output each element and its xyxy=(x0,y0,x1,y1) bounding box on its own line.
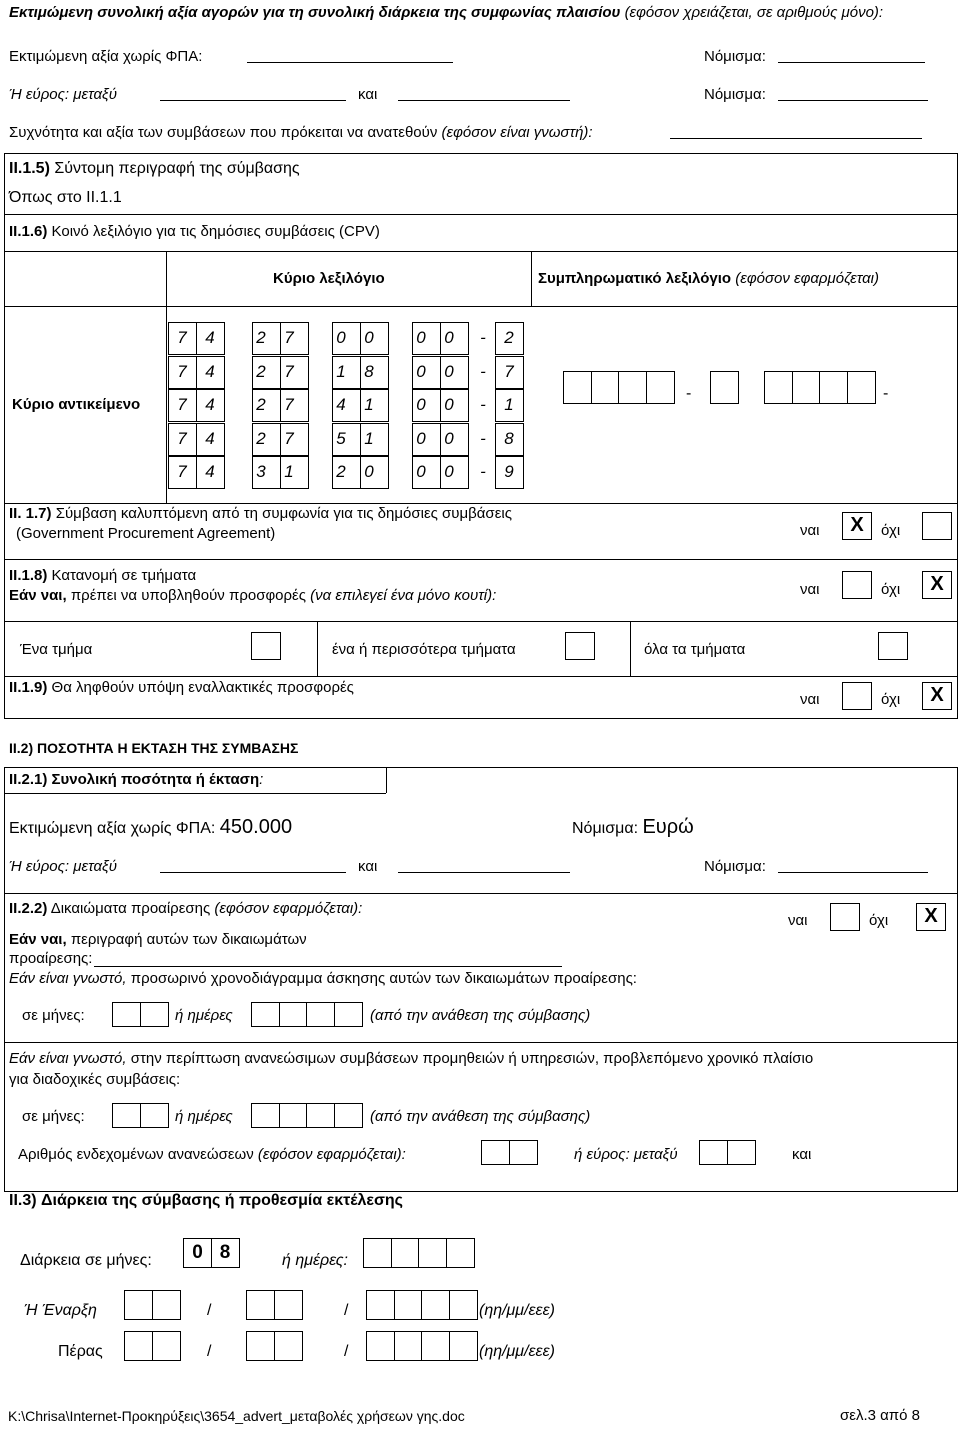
ii22-renewal-months-label: σε μήνες: xyxy=(22,1108,85,1125)
ii118-yes-label: ναι xyxy=(800,581,820,598)
ii22-schedule-text: προσωρινό χρονοδιάγραμμα άσκησης αυτών των δικαιωμάτων προαίρεσης: xyxy=(130,970,637,987)
ii118-option-one-or-more-checkbox[interactable] xyxy=(565,632,595,660)
ii119-no-checkbox[interactable]: Χ xyxy=(922,682,952,710)
ii3-number: ΙΙ.3) xyxy=(9,1192,37,1209)
ii116-number: ΙΙ.1.6) xyxy=(9,223,48,240)
cpv-digit: 8 xyxy=(364,361,374,381)
divider xyxy=(196,423,197,456)
ii22-options-text: περιγραφή αυτών των δικαιωμάτων xyxy=(70,931,307,948)
divider xyxy=(196,456,197,489)
divider xyxy=(386,767,387,793)
ii3-end-month-boxes[interactable] xyxy=(246,1331,303,1361)
cpv-check-digit: 2 xyxy=(504,328,514,347)
ii3-start-slash-2: / xyxy=(344,1302,349,1319)
ii22-renewal-italic: Εάν είναι γνωστό, xyxy=(9,1050,127,1067)
ii118-option-one-or-more: ένα ή περισσότερα τμήματα xyxy=(332,641,516,658)
ii115-number: ΙΙ.1.5) xyxy=(9,160,50,177)
cpv-digit: 7 xyxy=(284,361,294,381)
cpv-main-object-label: Κύριο αντικείμενο xyxy=(12,396,141,413)
ii118-instruction-text: πρέπει να υποβληθούν προσφορές xyxy=(70,587,306,604)
cpv-check-digit: 7 xyxy=(504,361,514,381)
ii118-instruction-italic: (να επιλεγεί ένα μόνο κουτί): xyxy=(310,587,497,604)
ii118-instruction xyxy=(9,587,496,604)
cpv-digit: 2 xyxy=(336,462,346,481)
ii22-renewal-days-boxes[interactable] xyxy=(251,1103,363,1128)
ii3-end-slash-1: / xyxy=(207,1343,212,1360)
ii21-currency-label: Νόμισμα: xyxy=(572,820,639,837)
ii21-colon: : xyxy=(259,771,264,788)
cpv-digit: 4 xyxy=(205,361,215,381)
cpv-digit: 0 xyxy=(336,328,346,347)
ii119-yes-checkbox[interactable] xyxy=(842,682,872,710)
frequency-field[interactable] xyxy=(670,138,922,139)
ii21-and-label: και xyxy=(358,858,378,875)
cpv-digit: 4 xyxy=(205,328,215,347)
divider xyxy=(440,389,441,422)
ii22-number: ΙΙ.2.2) xyxy=(9,900,48,917)
ii22-renewals-count xyxy=(18,1146,406,1163)
cpv-digit: 7 xyxy=(284,395,294,414)
ii3-days-label: ή ημέρες: xyxy=(282,1252,348,1269)
ii117-yes-checkbox[interactable]: Χ xyxy=(842,512,872,540)
cpv-dash: - xyxy=(480,428,486,448)
ii3-end-year-boxes[interactable] xyxy=(366,1331,478,1361)
ii119-number: ΙΙ.1.9) xyxy=(9,679,48,696)
ii21-heading xyxy=(9,771,263,788)
ii3-duration-label: Διάρκεια σε μήνες: xyxy=(20,1252,152,1269)
ii22-renewal-line2: για διαδοχικές συμβάσεις: xyxy=(9,1071,181,1088)
cpv-supp-vocab-header xyxy=(538,270,879,287)
cpv-dash: - xyxy=(480,395,486,414)
ii3-start-format: (ηη/μμ/εεε) xyxy=(479,1302,555,1319)
ii21-title: ΙΙ.2.1) Συνολική ποσότητα ή έκταση xyxy=(9,771,260,788)
cpv-digit: 2 xyxy=(256,428,266,448)
divider xyxy=(4,621,958,622)
cpv-digit: 0 xyxy=(416,462,426,481)
ii117-heading xyxy=(9,505,512,522)
estimated-value-field[interactable] xyxy=(247,62,453,63)
cpv-digit: 2 xyxy=(256,395,266,414)
ii115-content: Όπως στο ΙΙ.1.1 xyxy=(9,189,122,206)
cpv-digit: 1 xyxy=(364,428,374,448)
ii3-start-month-boxes[interactable] xyxy=(246,1290,303,1320)
ii22-from-award: (από την ανάθεση της σύμβασης) xyxy=(370,1007,591,1024)
cpv-digit: 4 xyxy=(205,395,215,414)
cpv-supp-vocab-header-bold: Συμπληρωματικό λεξιλόγιο xyxy=(538,270,732,287)
divider xyxy=(440,423,441,456)
cpv-digit: 0 xyxy=(364,328,374,347)
ii22-no-checkbox[interactable]: Χ xyxy=(916,903,946,931)
ii22-renewals-italic: (εφόσον εφαρμόζεται): xyxy=(257,1146,406,1163)
framework-total-title-italic: (εφόσον χρειάζεται, σε αριθμούς μόνο): xyxy=(624,4,884,21)
ii118-no-label: όχι xyxy=(881,581,901,598)
estimated-value-label: Εκτιμώμενη αξία χωρίς ΦΠΑ: xyxy=(9,48,203,65)
ii22-renewals-range-label: ή εύρος: μεταξύ xyxy=(574,1146,678,1163)
ii118-number: ΙΙ.1.8) xyxy=(9,567,48,584)
ii22-days-boxes[interactable] xyxy=(251,1002,363,1027)
divider xyxy=(4,214,958,215)
range-to-field[interactable] xyxy=(398,100,570,101)
divider xyxy=(196,356,197,389)
frequency-label-text: Συχνότητα και αξία των συμβάσεων που πρόκειται να ανατεθούν xyxy=(9,124,438,141)
ii22-title: Δικαιώματα προαίρεσης xyxy=(50,900,211,917)
cpv-supp-vocab-header-italic: (εφόσον εφαρμόζεται) xyxy=(735,270,879,287)
divider xyxy=(360,456,361,489)
divider xyxy=(440,322,441,355)
cpv-digit: 0 xyxy=(364,462,374,481)
range-currency-field[interactable] xyxy=(778,100,928,101)
ii21-value-row xyxy=(9,816,292,839)
ii22-renewal-text: στην περίπτωση ανανεώσιμων συμβάσεων προμηθειών ή υπηρεσιών, προβλεπόμενο χρονικό πλαίσιο xyxy=(130,1050,814,1067)
cpv-supp-dash-1: - xyxy=(686,385,692,402)
ii22-options-field[interactable] xyxy=(94,966,562,967)
cpv-digit: 5 xyxy=(336,428,346,448)
ii118-option-all-lots-checkbox[interactable] xyxy=(878,632,908,660)
cpv-digit: 7 xyxy=(177,395,187,414)
cpv-supp-code-boxes-1[interactable] xyxy=(563,371,675,404)
divider xyxy=(360,389,361,422)
cpv-supp-dash-2: - xyxy=(883,385,889,402)
ii22-schedule-italic: Εάν είναι γνωστό, xyxy=(9,970,127,987)
ii22-options-desc xyxy=(9,931,307,948)
cpv-digit: 0 xyxy=(416,428,426,448)
cpv-digit: 0 xyxy=(416,361,426,381)
ii118-instruction-bold: Εάν ναι, xyxy=(9,587,67,604)
ii3-days-boxes[interactable] xyxy=(363,1238,475,1268)
cpv-supp-code-boxes-2[interactable] xyxy=(764,371,876,404)
cpv-digit: 0 xyxy=(444,462,454,481)
ii119-no-label: όχι xyxy=(881,691,901,708)
ii119-yes-label: ναι xyxy=(800,691,820,708)
ii21-range-from-field[interactable] xyxy=(160,872,346,873)
ii116-heading xyxy=(9,223,380,240)
range-label: Ή εύρος: μεταξύ xyxy=(9,86,117,103)
ii118-yes-checkbox[interactable] xyxy=(842,571,872,599)
divider xyxy=(440,456,441,489)
cpv-check-digit: 8 xyxy=(504,428,514,448)
ii3-duration-boxes[interactable] xyxy=(183,1238,240,1268)
ii118-option-one-lot-checkbox[interactable] xyxy=(251,632,281,660)
cpv-digit: 0 xyxy=(416,395,426,414)
divider xyxy=(4,559,958,560)
divider xyxy=(630,621,631,676)
divider xyxy=(280,423,281,456)
cpv-digit: 0 xyxy=(416,328,426,347)
ii3-heading xyxy=(9,1192,403,1210)
ii22-renewal-days-label: ή ημέρες xyxy=(175,1108,233,1125)
ii118-heading xyxy=(9,567,196,584)
ii118-option-one-lot: Ένα τμήμα xyxy=(20,641,93,658)
ii21-value[interactable]: 450.000 xyxy=(219,816,293,838)
framework-total-title-bold: Εκτιμώμενη συνολική αξία αγορών για τη συνολική διάρκεια της συμφωνίας πλαισίου xyxy=(9,4,621,21)
divider xyxy=(4,251,958,252)
divider xyxy=(4,306,958,307)
cpv-digit: 7 xyxy=(284,328,294,347)
ii3-duration-digit-2[interactable]: 8 xyxy=(211,1238,240,1268)
cpv-dash: - xyxy=(480,328,486,347)
cpv-digit: 0 xyxy=(444,428,454,448)
divider xyxy=(4,676,958,677)
ii22-yes-label: ναι xyxy=(788,912,808,929)
cpv-digit: 7 xyxy=(177,328,187,347)
cpv-column-divider xyxy=(531,251,532,306)
ii3-title: Διάρκεια της σύμβασης ή προθεσμία εκτέλεσης xyxy=(41,1192,403,1209)
divider xyxy=(4,793,386,794)
currency-label: Νόμισμα: xyxy=(704,48,766,65)
ii21-value-label: Εκτιμώμενη αξία χωρίς ΦΠΑ: xyxy=(9,820,216,837)
divider xyxy=(360,356,361,389)
ii22-yes-checkbox[interactable] xyxy=(830,903,860,931)
ii3-start-label: Ή Έναρξη xyxy=(24,1302,97,1319)
cpv-check-digit: 9 xyxy=(504,462,514,481)
divider xyxy=(280,322,281,355)
currency-field[interactable] xyxy=(778,62,925,63)
cpv-digit: 2 xyxy=(256,361,266,381)
cpv-digit: 1 xyxy=(364,395,374,414)
cpv-digit: 7 xyxy=(177,361,187,381)
ii22-options-line2: προαίρεσης: xyxy=(9,950,93,967)
frequency-label-italic: (εφόσον είναι γνωστή): xyxy=(441,124,593,141)
ii117-number: ΙΙ. 1.7) xyxy=(9,505,52,522)
cpv-digit: 4 xyxy=(336,395,346,414)
cpv-digit: 1 xyxy=(336,361,346,381)
ii3-end-format: (ηη/μμ/εεε) xyxy=(479,1343,555,1360)
and-label: και xyxy=(358,86,378,103)
ii21-currency-row xyxy=(572,816,694,839)
ii115-heading xyxy=(9,160,300,178)
divider xyxy=(280,356,281,389)
ii3-start-year-boxes[interactable] xyxy=(366,1290,478,1320)
ii22-days-label: ή ημέρες xyxy=(175,1007,233,1024)
divider xyxy=(196,389,197,422)
cpv-digit: 2 xyxy=(256,328,266,347)
ii118-no-checkbox[interactable]: Χ xyxy=(922,571,952,599)
ii22-renewal-months-boxes[interactable] xyxy=(112,1103,169,1128)
divider xyxy=(360,322,361,355)
cpv-digit: 3 xyxy=(256,462,266,481)
ii117-heading-line2: (Government Procurement Agreement) xyxy=(16,525,276,542)
cpv-dash: - xyxy=(480,361,486,381)
ii2-heading: ΙΙ.2) ΠΟΣΟΤΗΤΑ Η ΕΚΤΑΣΗ ΤΗΣ ΣΥΜΒΑΣΗΣ xyxy=(9,740,299,756)
ii3-start-slash-1: / xyxy=(207,1302,212,1319)
footer-page-number: σελ.3 από 8 xyxy=(840,1407,920,1424)
divider xyxy=(4,1042,958,1043)
cpv-digit: 7 xyxy=(177,428,187,448)
cpv-supp-check-digit-1[interactable] xyxy=(710,371,739,404)
ii118-title: Κατανομή σε τμήματα xyxy=(51,567,197,584)
divider xyxy=(4,153,958,154)
ii119-title: Θα ληφθούν υπόψη εναλλακτικές προσφορές xyxy=(51,679,354,696)
divider xyxy=(280,389,281,422)
cpv-digit: 1 xyxy=(284,462,294,481)
ii117-no-label: όχι xyxy=(881,522,901,539)
divider xyxy=(317,621,318,676)
ii22-no-label: όχι xyxy=(869,912,889,929)
cpv-digit: 4 xyxy=(205,428,215,448)
frequency-label xyxy=(9,124,593,141)
ii21-range-currency-label: Νόμισμα: xyxy=(704,858,766,875)
cpv-digit: 0 xyxy=(444,328,454,347)
range-currency-label: Νόμισμα: xyxy=(704,86,766,103)
ii3-start-day-boxes[interactable] xyxy=(124,1290,181,1320)
ii22-renewal-from-award: (από την ανάθεση της σύμβασης) xyxy=(370,1108,591,1125)
cpv-digit: 7 xyxy=(284,428,294,448)
ii22-months-label: σε μήνες: xyxy=(22,1007,85,1024)
cpv-dash: - xyxy=(480,462,486,481)
divider xyxy=(196,322,197,355)
ii3-end-label: Πέρας xyxy=(58,1343,103,1360)
cpv-digit: 0 xyxy=(444,395,454,414)
ii118-option-all-lots: όλα τα τμήματα xyxy=(644,641,746,658)
divider xyxy=(280,456,281,489)
range-from-field[interactable] xyxy=(160,100,346,101)
ii21-range-label: Ή εύρος: μεταξύ xyxy=(9,858,117,875)
cpv-main-vocab-header: Κύριο λεξιλόγιο xyxy=(273,270,385,287)
cpv-column-divider xyxy=(166,251,167,503)
ii21-currency[interactable]: Ευρώ xyxy=(642,816,694,838)
ii3-end-slash-2: / xyxy=(344,1343,349,1360)
ii22-italic: (εφόσον εφαρμόζεται): xyxy=(214,900,363,917)
cpv-check-digit: 1 xyxy=(504,395,514,414)
ii117-no-checkbox[interactable] xyxy=(922,512,952,540)
footer-file-path: K:\Chrisa\Internet-Προκηρύξεις\3654_advert_μεταβολές χρήσεων γης.doc xyxy=(8,1408,465,1424)
ii22-months-boxes[interactable] xyxy=(112,1002,169,1027)
ii22-heading xyxy=(9,900,362,917)
divider xyxy=(4,893,958,894)
ii22-renewals-and: και xyxy=(792,1146,812,1163)
ii22-options-bold: Εάν ναι, xyxy=(9,931,67,948)
ii21-range-to-field[interactable] xyxy=(398,872,570,873)
ii22-renewals-boxes[interactable] xyxy=(481,1140,538,1165)
ii22-schedule xyxy=(9,970,637,987)
divider xyxy=(360,423,361,456)
ii119-heading xyxy=(9,679,354,696)
ii21-range-currency-field[interactable] xyxy=(778,872,928,873)
divider xyxy=(4,503,958,504)
ii22-renewal-timeframe xyxy=(9,1050,813,1067)
ii116-title: Κοινό λεξιλόγιο για τις δημόσιες συμβάσεις (CPV) xyxy=(51,223,380,240)
ii22-renewals-range-from[interactable] xyxy=(699,1140,756,1165)
ii115-title: Σύντομη περιγραφή της σύμβασης xyxy=(54,160,300,177)
ii3-duration-digit-1[interactable]: 0 xyxy=(183,1238,212,1268)
cpv-digit: 4 xyxy=(205,462,215,481)
framework-total-title xyxy=(9,4,883,21)
ii117-yes-label: ναι xyxy=(800,522,820,539)
divider xyxy=(440,356,441,389)
ii3-end-day-boxes[interactable] xyxy=(124,1331,181,1361)
ii22-renewals-label: Αριθμός ενδεχομένων ανανεώσεων xyxy=(18,1146,254,1163)
cpv-digit: 0 xyxy=(444,361,454,381)
cpv-digit: 7 xyxy=(177,462,187,481)
ii117-title: Σύμβαση καλυπτόμενη από τη συμφωνία για τις δημόσιες συμβάσεις xyxy=(55,505,512,522)
